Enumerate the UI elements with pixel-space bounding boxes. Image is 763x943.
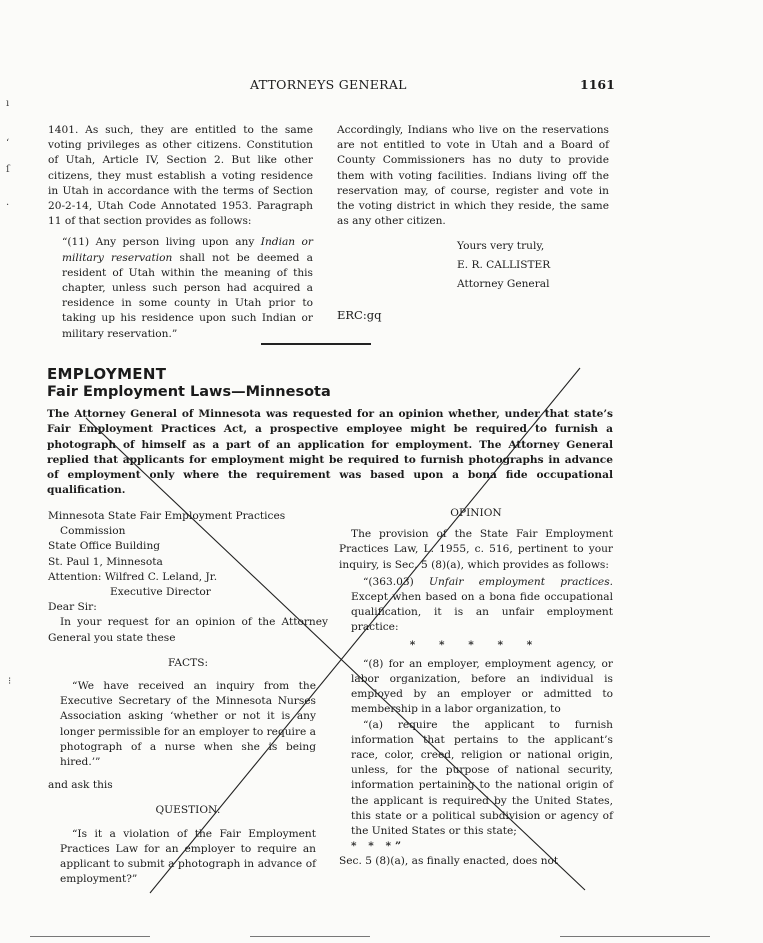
- running-header-title: ATTORNEYS GENERAL: [250, 77, 407, 92]
- statute-quote: “(11) Any person living upon any Indian or military reservation shall not be deemed a resident of Utah within the meaning of this chapter, unless such person had acquired a residence in some county in Utah prior to taking up his residence upon such Indian or military reservation.”: [62, 236, 314, 340]
- statute-quote: “(8) for an employer, employment agency, or labor organization, before an individual is employed by an employer or admitted to membership in a labor organization, to: [351, 657, 613, 716]
- statute-quote: “(a) require the applicant to furnish information that pertains to the applicant’s race, color, creed, religion or national origin, unless, for the purpose of national security, information pertaining to the national origin of the applicant is required by the United States, this state or a political subdivision or agency of the United States or this state;: [351, 718, 613, 838]
- ellipsis-stars: * * *”: [351, 840, 406, 853]
- paragraph: Sec. 5 (8)(a), as finally enacted, does not: [339, 855, 559, 868]
- address-line: State Office Building: [48, 540, 161, 553]
- initials: ERC:gq: [337, 308, 382, 323]
- paragraph: 1401. As such, they are entitled to the same voting privileges as other citizens. Constitution of Utah, Article IV, Section 2. But like other citizens, they must establish a voting residence in Utah in accordance with the terms of Section 20-2-14, Utah Code Annotated 1953. Paragraph 11 of that section provides as follows:: [48, 124, 313, 228]
- salutation: Dear Sir:: [48, 601, 97, 614]
- page-number: 1161: [580, 77, 615, 92]
- signer-name: E. R. CALLISTER: [457, 259, 551, 272]
- margin-tick: ⁝: [8, 676, 12, 687]
- margin-tick: ·: [6, 200, 10, 211]
- closing: Yours very truly,: [457, 240, 545, 253]
- scan-artifact: [30, 936, 150, 937]
- address-line: Attention: Wilfred C. Leland, Jr.: [48, 570, 218, 583]
- address-line: Minnesota State Fair Employment Practices: [48, 510, 286, 522]
- address-line: Commission: [60, 525, 126, 538]
- margin-tick: ſ: [6, 164, 10, 175]
- strike-line: [150, 368, 580, 893]
- ellipsis-stars: * * * * *: [409, 638, 543, 651]
- statute-quote: “(363.03) Unfair employment practices. Except when based on a bona fide occupational qualification, it is an unfair employment practice:: [351, 575, 613, 634]
- case-summary: The Attorney General of Minnesota was requested for an opinion whether, under that state’s Fair Employment Practices Act, a prospective employee might be required to furnish a photograph of himself as a part of an application for employment. The Attorney General replied that applicants for employment might be required to furnish photographs in advance of employment only where the requirement was based upon a bona fide occupational qualification.: [47, 408, 613, 497]
- intro-paragraph: In your request for an opinion of the Attorney General you state these: [48, 616, 328, 644]
- section-title: EMPLOYMENT: [47, 365, 167, 383]
- margin-tick: ‘: [6, 138, 10, 149]
- address-line: St. Paul 1, Minnesota: [48, 555, 163, 568]
- signer-title: Attorney General: [457, 278, 550, 291]
- facts-quote: “We have received an inquiry from the Executive Secretary of the Minnesota Nurses Association asking ‘whether or not it is any longer permissible for an employer to require a photograph of a nurse when she is being hired.’”: [60, 680, 316, 769]
- paragraph: The provision of the State Fair Employment Practices Law, L. 1955, c. 516, pertinent to your inquiry, is Sec. 5 (8)(a), which provides as follows:: [339, 528, 613, 571]
- address-line: Executive Director: [110, 586, 211, 599]
- section-subtitle: Fair Employment Laws—Minnesota: [47, 384, 331, 400]
- ask-this: and ask this: [48, 779, 113, 792]
- facts-heading: FACTS:: [167, 656, 209, 669]
- paragraph: Accordingly, Indians who live on the reservations are not entitled to vote in Utah and a Board of County Commissioners has no duty to provide them with voting facilities. Indians living off the reservation may, of course, register and vote in the voting district in which they reside, the same as any other citizen.: [337, 124, 609, 228]
- strike-line: [86, 418, 585, 890]
- question-quote: “Is it a violation of the Fair Employment Practices Law for an employer to require an applicant to submit a photograph in advance of employment?”: [60, 827, 316, 886]
- opinion-heading: OPINION: [450, 507, 502, 519]
- scan-artifact: [560, 936, 710, 937]
- scan-artifact: [250, 936, 370, 937]
- margin-tick: ı: [6, 98, 10, 109]
- question-heading: QUESTION:: [155, 804, 221, 817]
